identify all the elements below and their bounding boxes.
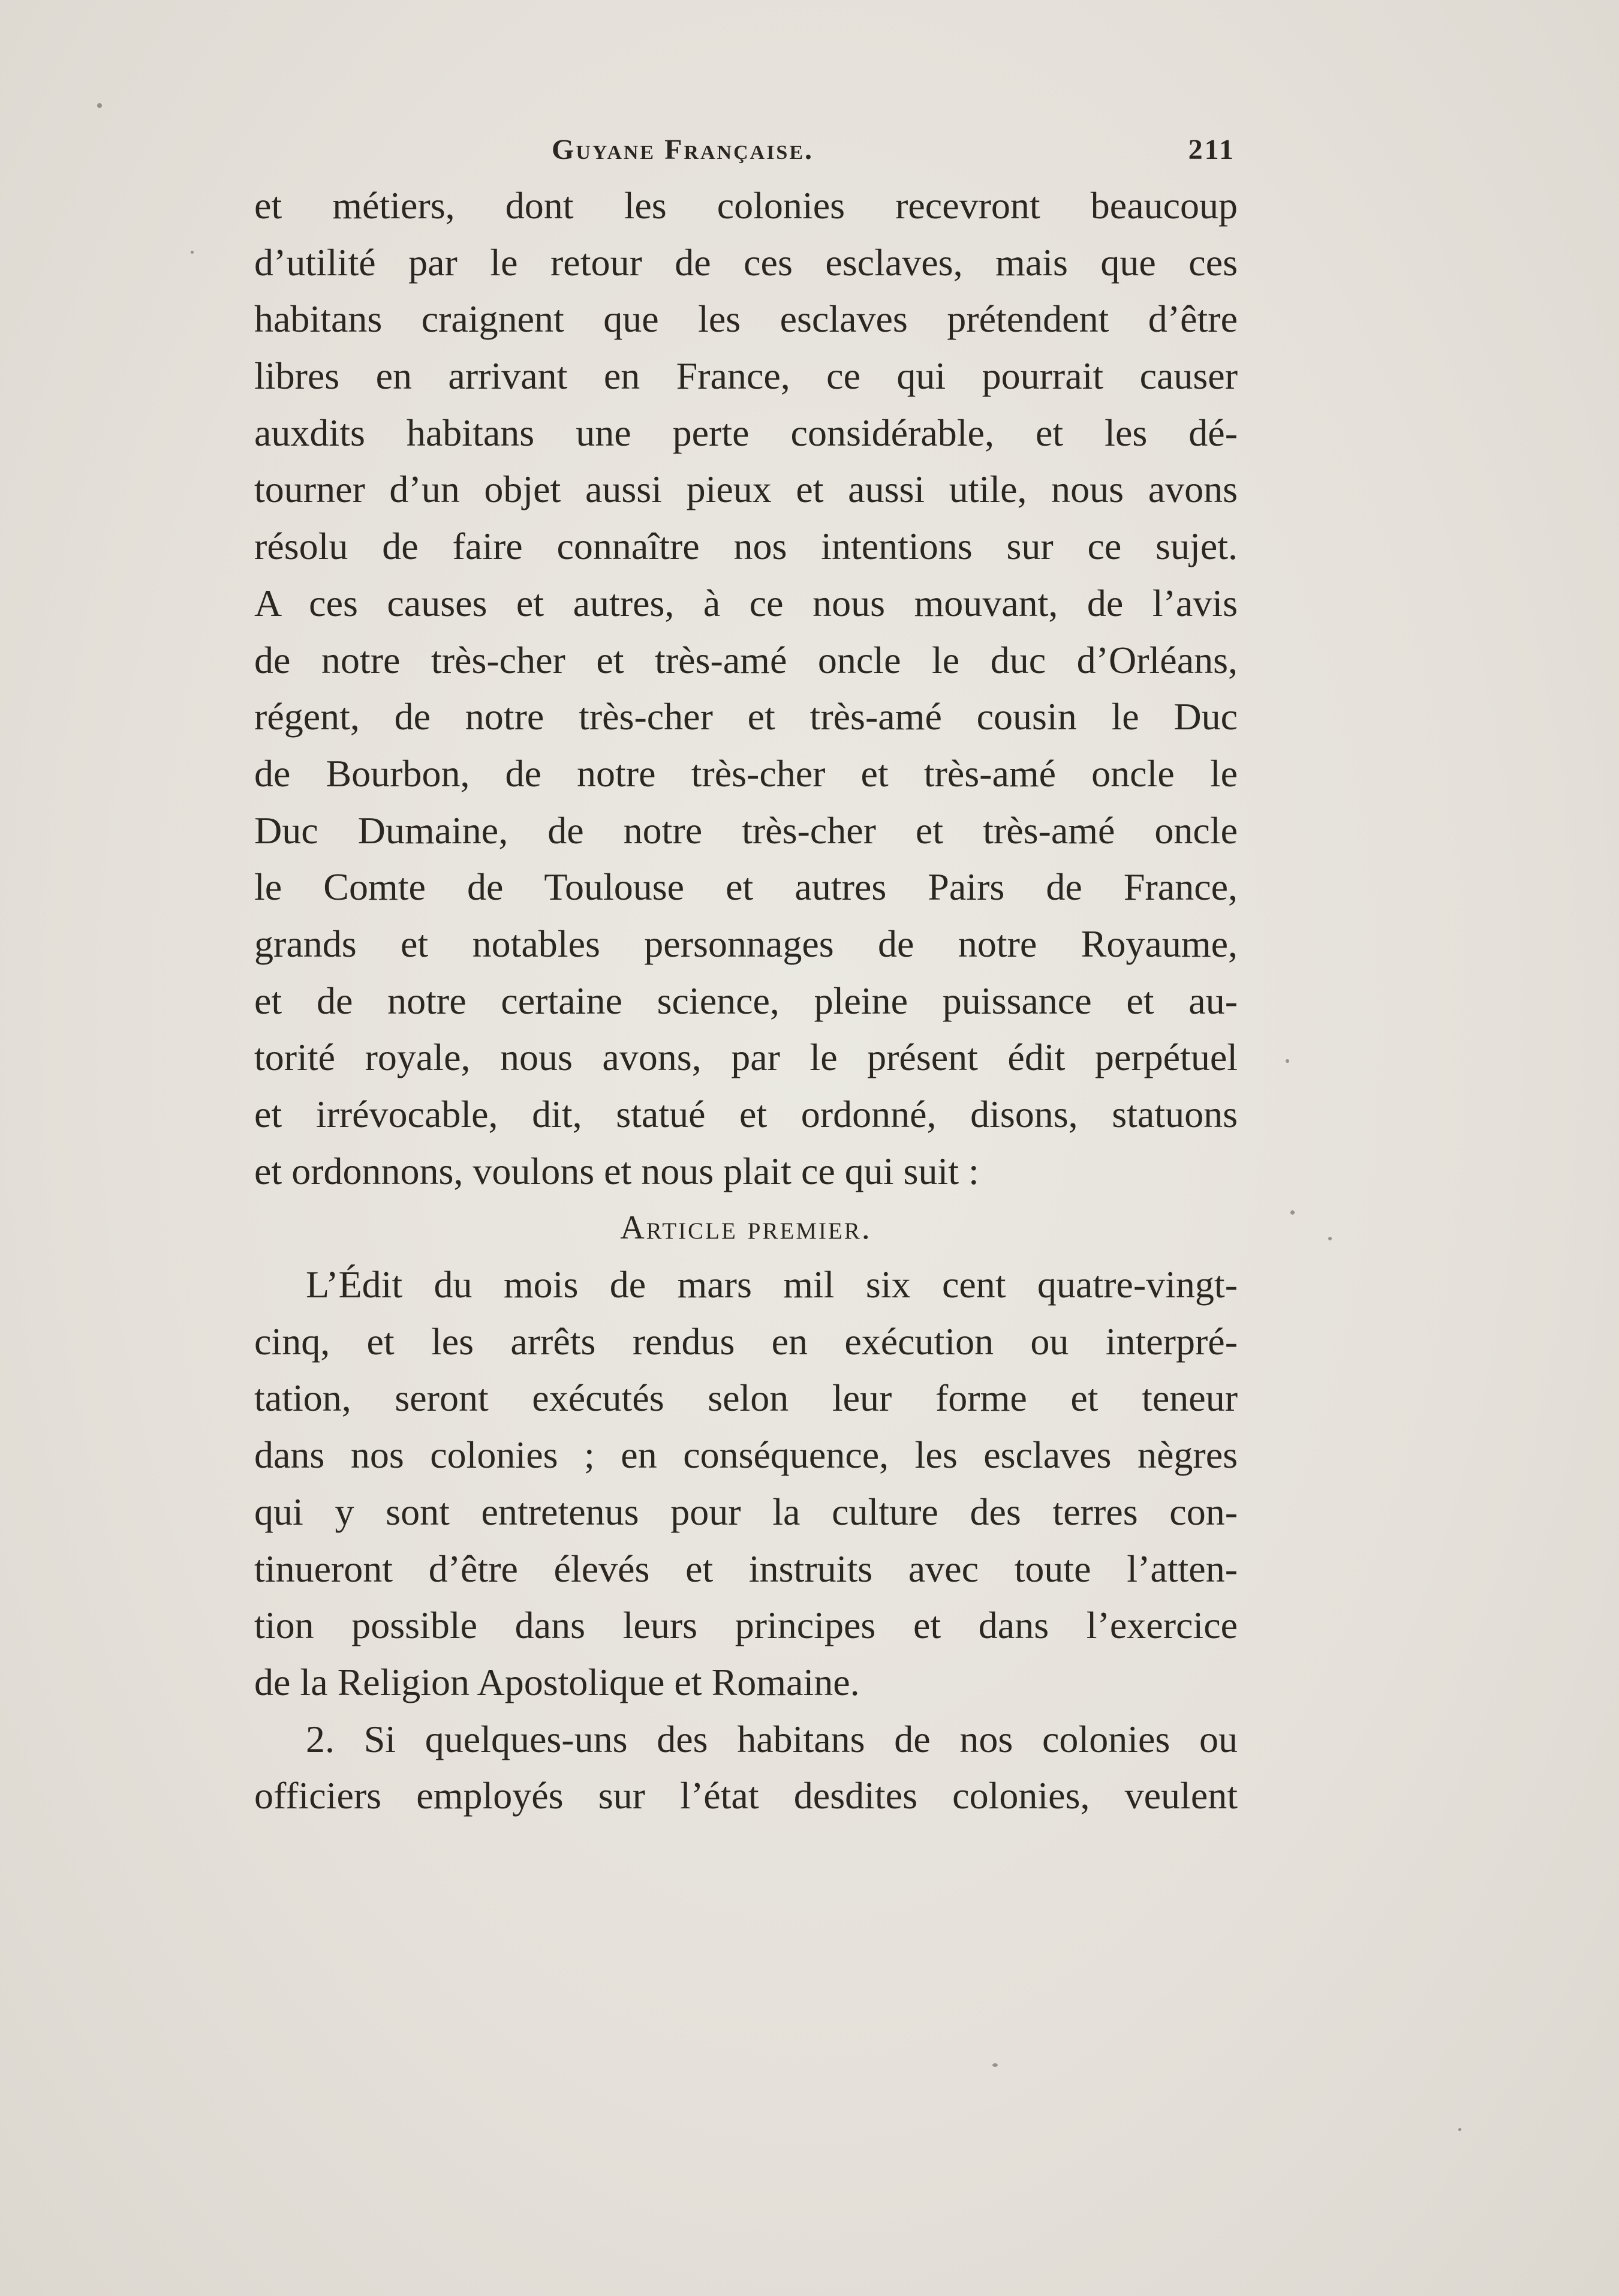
- text-line: et de notre certaine science, pleine puissance et au-: [254, 979, 1238, 1022]
- text-line: grands et notables personnages de notre Royaume,: [254, 922, 1238, 965]
- text-line: et métiers, dont les colonies recevront beaucoup: [254, 184, 1238, 227]
- paper-speck: [1290, 1210, 1295, 1215]
- article-heading: Article premier.: [620, 1209, 872, 1247]
- running-head: [252, 133, 1235, 169]
- text-line: 2. Si quelques-uns des habitans de nos colonies ou: [306, 1717, 1238, 1760]
- text-line: tinueront d’être élevés et instruits avec toute l’atten-: [254, 1547, 1238, 1590]
- paper-speck: [1286, 1059, 1289, 1063]
- paper-speck: [97, 103, 102, 108]
- text-line: libres en arrivant en France, ce qui pourrait causer: [254, 354, 1238, 398]
- text-line: tion possible dans leurs principes et dans l’exercice: [254, 1604, 1238, 1647]
- text-line: torité royale, nous avons, par le présent édit perpétuel: [254, 1036, 1238, 1079]
- paper-speck: [191, 251, 194, 254]
- paper-speck: [1458, 2128, 1461, 2131]
- text-line: régent, de notre très-cher et très-amé cousin le Duc: [254, 695, 1238, 738]
- page-number: 211: [1188, 134, 1235, 166]
- text-line: A ces causes et autres, à ce nous mouvant, de l’avis: [254, 581, 1238, 624]
- text-line: et irrévocable, dit, statué et ordonné, disons, statuons: [254, 1093, 1238, 1135]
- text-line: qui y sont entretenus pour la culture des terres con-: [254, 1490, 1238, 1533]
- text-line: d’utilité par le retour de ces esclaves, mais que ces: [254, 241, 1238, 284]
- paper-speck: [992, 2063, 998, 2067]
- running-title: Guyane Française.: [552, 134, 814, 166]
- text-line: de notre très-cher et très-amé oncle le duc d’Orléans,: [254, 638, 1238, 681]
- text-line: résolu de faire connaître nos intentions sur ce sujet.: [254, 525, 1238, 568]
- body-text: [254, 178, 1238, 1825]
- text-line: dans nos colonies ; en conséquence, les esclaves nègres: [254, 1434, 1238, 1477]
- text-line: Duc Dumaine, de notre très-cher et très-amé oncle: [254, 809, 1238, 852]
- text-line: tourner d’un objet aussi pieux et aussi utile, nous avons: [254, 468, 1238, 511]
- text-line: auxdits habitans une perte considérable, et les dé-: [254, 411, 1238, 454]
- text-line: tation, seront exécutés selon leur forme et teneur: [254, 1377, 1238, 1420]
- text-line: officiers employés sur l’état desdites colonies, veulent: [254, 1774, 1238, 1817]
- text-line: de Bourbon, de notre très-cher et très-amé oncle le: [254, 752, 1238, 795]
- text-line: de la Religion Apostolique et Romaine.: [254, 1660, 860, 1703]
- text-line: habitans craignent que les esclaves prétendent d’être: [254, 297, 1238, 341]
- text-line: et ordonnons, voulons et nous plait ce qui suit :: [254, 1149, 979, 1192]
- text-line: cinq, et les arrêts rendus en exécution ou interpré-: [254, 1320, 1238, 1363]
- text-line: le Comte de Toulouse et autres Pairs de France,: [254, 865, 1238, 909]
- paper-speck: [1328, 1237, 1332, 1240]
- text-line: L’Édit du mois de mars mil six cent quatre-vingt-: [306, 1263, 1238, 1306]
